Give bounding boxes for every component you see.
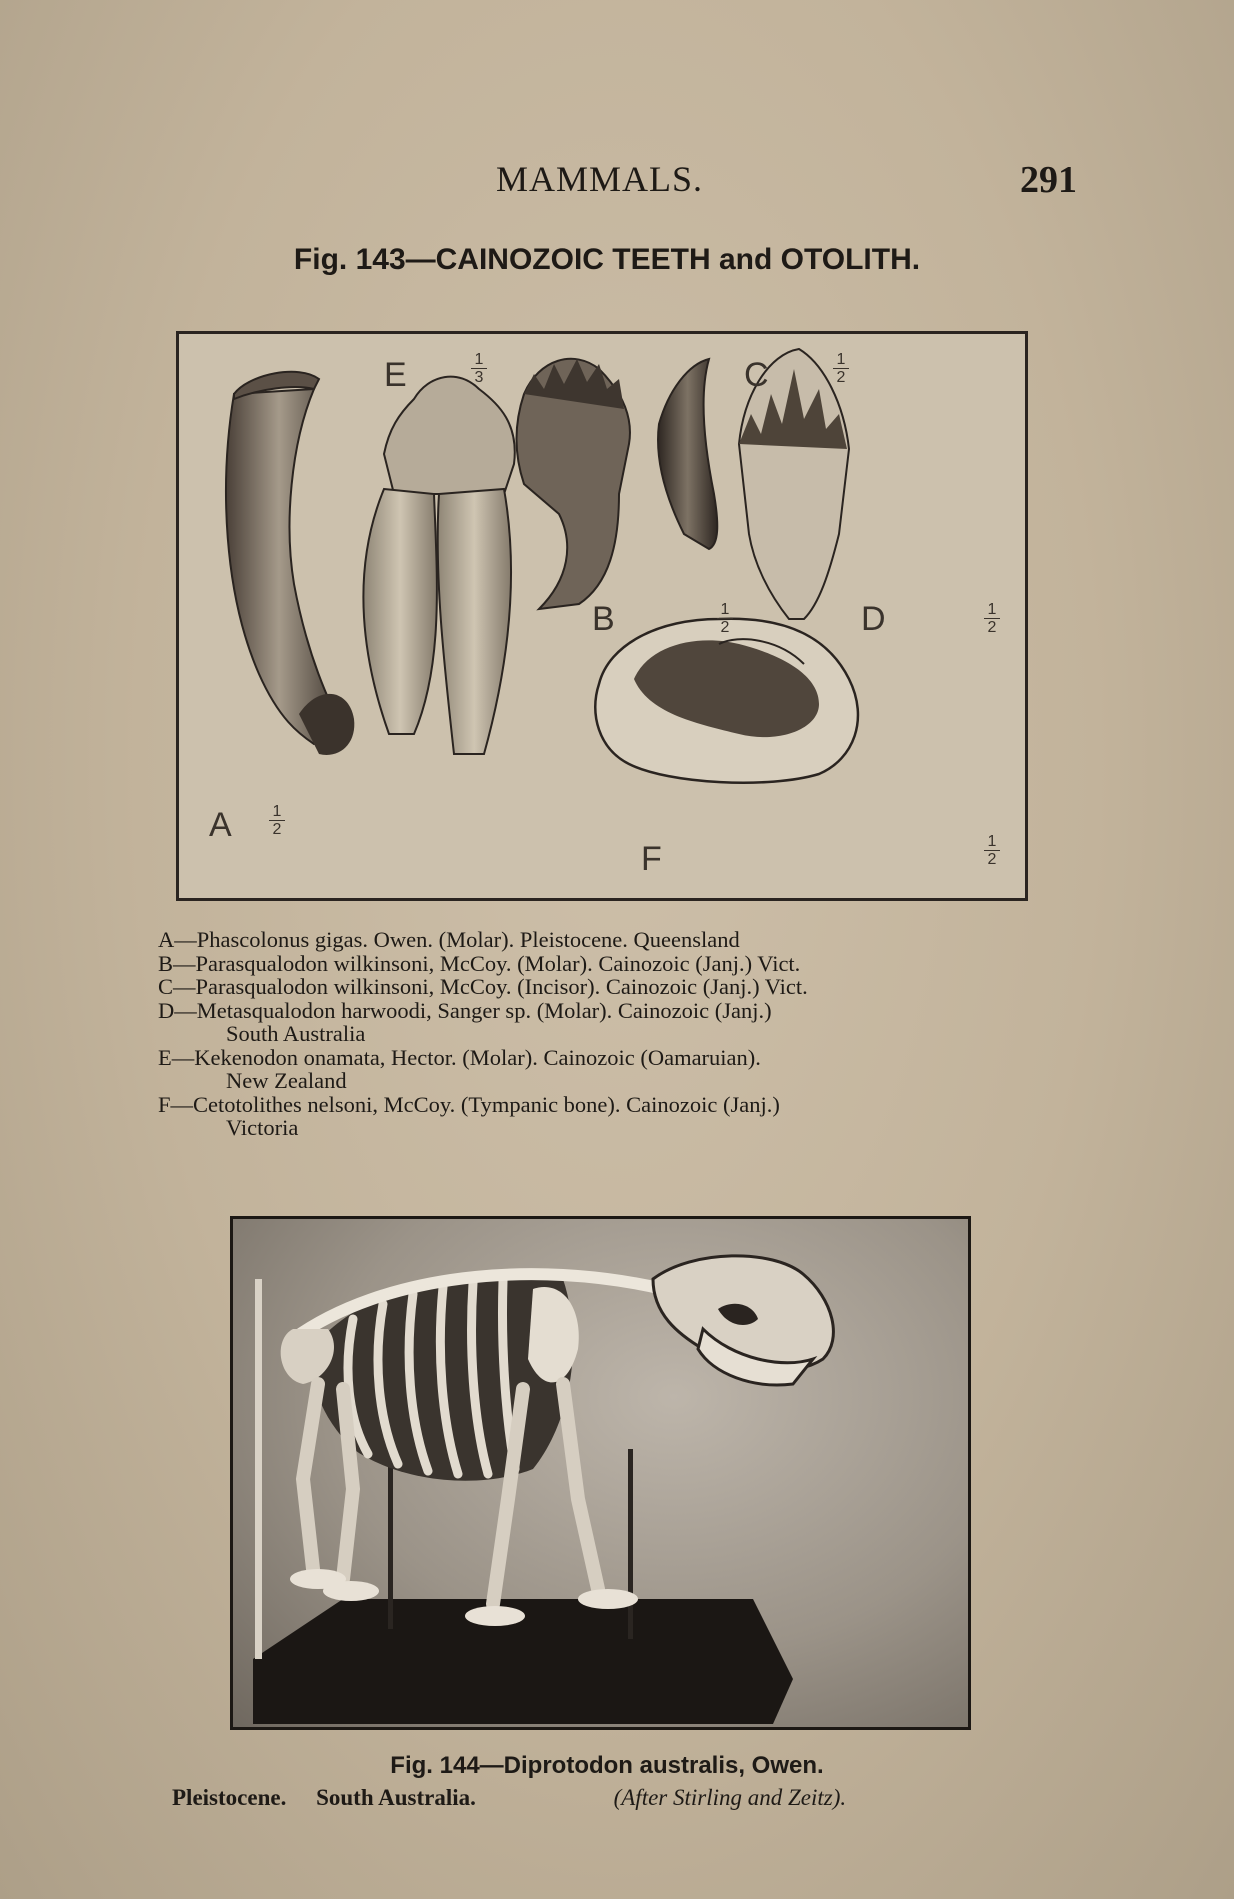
running-head: MAMMALS.	[496, 159, 704, 199]
fraction-numerator: 1	[987, 833, 997, 850]
figure-144-photo	[230, 1216, 971, 1730]
caption-line: A—Phascolonus gigas. Owen. (Molar). Pleistocene. Queensland	[158, 927, 740, 952]
caption-continuation: New Zealand	[226, 1068, 347, 1093]
scale-fraction-f	[984, 834, 1000, 867]
fraction-denominator: 2	[836, 369, 846, 386]
plate-label-c: C	[744, 356, 769, 394]
plate-label-a: A	[209, 806, 232, 844]
fraction-numerator: 1	[987, 601, 997, 618]
fraction-denominator: 2	[987, 619, 997, 636]
figure-144-credit: (After Stirling and Zeitz).	[613, 1785, 847, 1810]
fraction-denominator: 3	[474, 369, 484, 386]
plate-label-b: B	[592, 600, 615, 638]
scale-fraction-d	[984, 602, 1000, 635]
figure-144-title: Fig. 144—Diprotodon australis, Owen.	[390, 1752, 824, 1779]
caption-continuation: Victoria	[226, 1115, 299, 1140]
scale-fraction-a	[269, 804, 285, 837]
scale-fraction-e	[471, 352, 487, 385]
fraction-numerator: 1	[272, 803, 282, 820]
caption-line: E—Kekenodon onamata, Hector. (Molar). Cainozoic (Oamaruian).	[158, 1044, 761, 1070]
figure-143-plate	[176, 331, 1028, 901]
fraction-numerator: 1	[474, 351, 484, 368]
fraction-denominator: 2	[987, 851, 997, 868]
figure-143-captions	[158, 928, 1078, 1140]
plate-label-d: D	[861, 600, 886, 638]
caption-continuation: South Australia	[226, 1021, 366, 1046]
fraction-numerator: 1	[836, 351, 846, 368]
plate-label-f: F	[641, 840, 662, 878]
caption-line: C—Parasqualodon wilkinsoni, McCoy. (Incisor). Cainozoic (Janj.) Vict.	[158, 974, 808, 999]
scale-fraction-b	[717, 602, 733, 635]
fraction-numerator: 1	[720, 601, 730, 618]
figure-144-meta	[172, 1785, 1032, 1811]
scale-fraction-c	[833, 352, 849, 385]
plate-label-e: E	[384, 356, 407, 394]
page-number: 291	[1020, 159, 1077, 201]
figure-144-locality: South Australia.	[316, 1785, 476, 1810]
figure-143-title: Fig. 143—CAINOZOIC TEETH and OTOLITH.	[293, 243, 921, 276]
caption-line: B—Parasqualodon wilkinsoni, McCoy. (Molar). Cainozoic (Janj.) Vict.	[158, 950, 801, 976]
figure-144-age: Pleistocene.	[172, 1785, 287, 1810]
caption-line: D—Metasqualodon harwoodi, Sanger sp. (Molar). Cainozoic (Janj.)	[158, 997, 772, 1023]
caption-line: F—Cetotolithes nelsoni, McCoy. (Tympanic bone). Cainozoic (Janj.)	[158, 1091, 780, 1117]
fraction-denominator: 2	[720, 619, 730, 636]
diprotodon-skeleton	[233, 1219, 968, 1727]
fraction-denominator: 2	[272, 821, 282, 838]
